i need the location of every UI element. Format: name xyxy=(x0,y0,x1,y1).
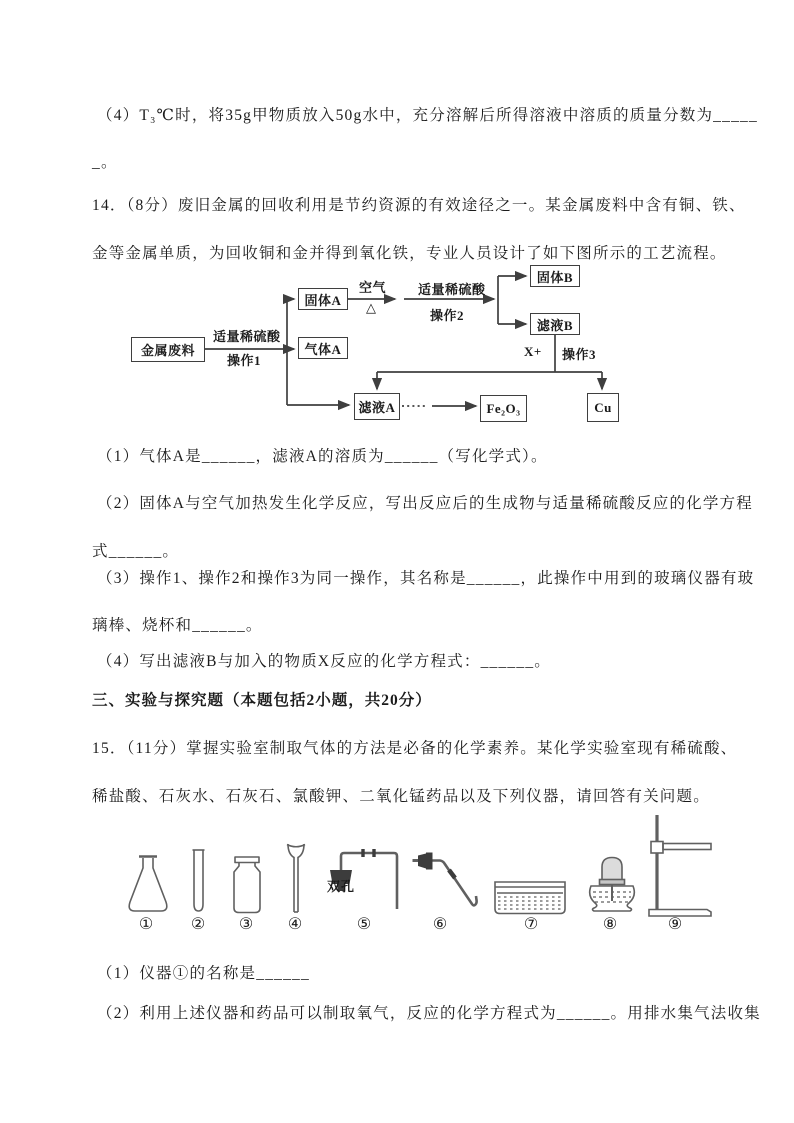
equip-label-6: ⑥ xyxy=(432,916,448,933)
q14-sub1: （1）气体A是______，滤液A的溶质为______（写化学式）。 xyxy=(97,448,548,465)
flow-box-metal-scrap: 金属废料 xyxy=(131,337,205,362)
erlenmeyer-flask-icon xyxy=(122,853,174,920)
section3-header: 三、实验与探究题（本题包括2小题，共20分） xyxy=(92,692,432,709)
equip-label-9: ⑨ xyxy=(667,916,683,933)
equip-label-4: ④ xyxy=(287,916,303,933)
flow-label-air: 空气 xyxy=(359,280,387,295)
q14-sub3-line1: （3）操作1、操作2和操作3为同一操作，其名称是______，此操作中用到的玻璃仪器有玻 xyxy=(97,570,755,587)
equip-label-8: ⑧ xyxy=(602,916,618,933)
flow-label-operation-3: 操作3 xyxy=(562,347,597,362)
gas-bottle-icon xyxy=(230,855,264,920)
equip-label-3: ③ xyxy=(238,916,254,933)
q15-sub1: （1）仪器①的名称是______ xyxy=(97,965,310,982)
flow-box-filtrate-b: 滤液B xyxy=(530,313,580,335)
q15-intro-line2: 稀盐酸、石灰水、石灰石、氯酸钾、二氧化锰药品以及下列仪器，请回答有关问题。 xyxy=(92,788,710,805)
q14-sub3-line2: 璃棒、烧杯和______。 xyxy=(92,617,263,634)
flow-label-dilute-acid-1: 适量稀硫酸 xyxy=(213,329,281,344)
flow-box-fe2o3: Fe₂O₃ xyxy=(480,395,527,422)
flow-box-gas-a: 气体A xyxy=(298,337,348,359)
flow-box-solid-b: 固体B xyxy=(530,265,580,287)
flow-box-filtrate-a: 滤液A xyxy=(354,393,400,420)
bent-delivery-tube-icon xyxy=(411,850,481,915)
flow-label-operation-2: 操作2 xyxy=(430,308,465,323)
equip-label-5: ⑤ xyxy=(356,916,372,933)
q13-part4-line2: _。 xyxy=(92,154,118,171)
q14-intro-line1: 14．（8分）废旧金属的回收利用是节约资源的有效途径之一。某金属废料中含有铜、铁、 xyxy=(92,197,746,214)
iron-stand-icon xyxy=(645,813,715,923)
flow-label-x-plus: X+ xyxy=(524,344,542,359)
q14-sub2-line1: （2）固体A与空气加热发生化学反应，写出反应后的生成物与适量稀硫酸反应的化学方程 xyxy=(97,495,753,512)
q14-sub2-line2: 式______。 xyxy=(92,543,180,560)
equip-label-1: ① xyxy=(138,916,154,933)
q14-sub4: （4）写出滤液B与加入的物质X反应的化学方程式：______。 xyxy=(97,653,551,670)
alcohol-lamp-icon xyxy=(586,855,637,920)
flow-label-dilute-acid-2: 适量稀硫酸 xyxy=(418,282,486,297)
flow-label-operation-1: 操作1 xyxy=(227,353,262,368)
q13-part4-line1: （4）T₃℃时，将35g甲物质放入50g水中，充分溶解后所得溶液中溶质的质量分数为_____ xyxy=(97,107,758,124)
double-hole-label: 双孔 xyxy=(327,879,356,894)
flow-box-cu: Cu xyxy=(587,393,619,422)
long-neck-funnel-icon xyxy=(285,841,307,922)
test-tube-icon xyxy=(190,848,207,920)
q15-intro-line1: 15．（11分）掌握实验室制取气体的方法是必备的化学素养。某化学实验室现有稀硫酸、 xyxy=(92,740,738,757)
equip-label-7: ⑦ xyxy=(523,916,539,933)
equip-label-2: ② xyxy=(190,916,206,933)
q15-sub2: （2）利用上述仪器和药品可以制取氧气，反应的化学方程式为______。用排水集气法收集 xyxy=(97,1005,761,1022)
flow-box-solid-a: 固体A xyxy=(298,288,348,310)
q14-intro-line2: 金等金属单质，为回收铜和金并得到氧化铁，专业人员设计了如下图所示的工艺流程。 xyxy=(92,245,727,262)
process-flowchart xyxy=(115,264,635,432)
flow-label-heat-delta: △ xyxy=(366,300,377,315)
